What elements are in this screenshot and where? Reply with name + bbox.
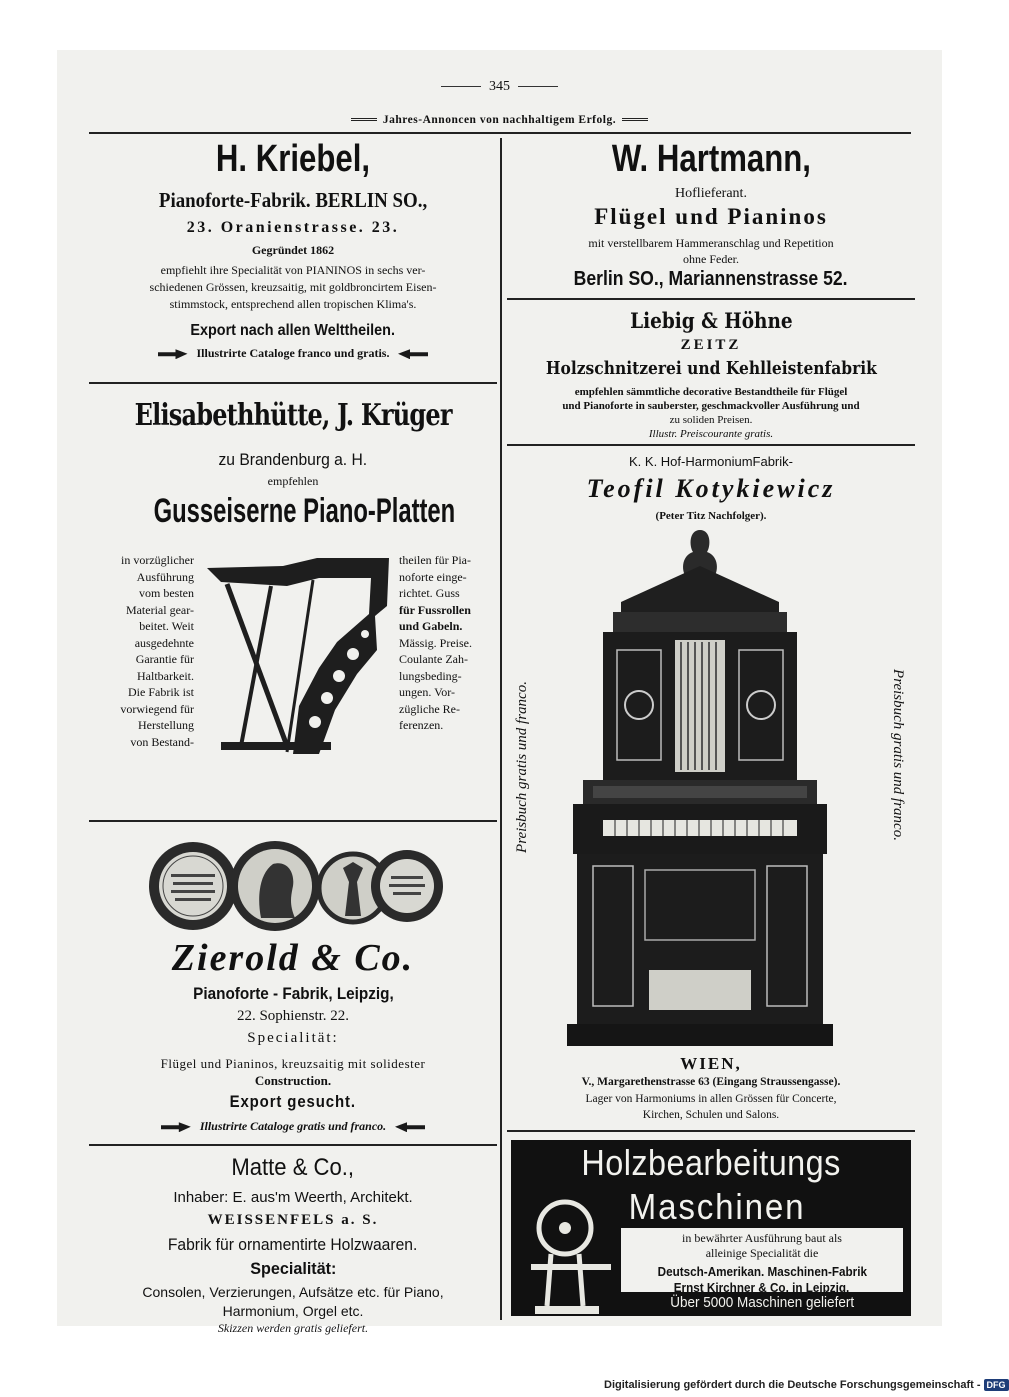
kriebel-text3: stimmstock, entsprechend allen tropischen Klima's.	[169, 297, 417, 311]
kotykiewicz-text2: Kirchen, Schulen und Salons.	[642, 1109, 780, 1121]
right-column	[507, 134, 915, 1324]
kirchner-title2: Maschinen	[628, 1186, 806, 1227]
matte-name: Matte & Co.,	[231, 1154, 355, 1181]
kriebel-founded: Gegründet 1862	[251, 243, 335, 257]
dfg-logo: DFG	[984, 1379, 1009, 1391]
liebig-city: ZEITZ	[680, 337, 742, 353]
rule	[507, 444, 915, 446]
ad-liebig	[507, 302, 915, 442]
pointing-hand-icon	[398, 349, 428, 359]
ad-krueger	[89, 386, 497, 818]
kotykiewicz-text1: Lager von Harmoniums in allen Grössen für Concerte,	[585, 1093, 837, 1105]
liebig-text2: und Pianoforte in sauberster, geschmackvoller Ausführung und	[562, 400, 860, 412]
medal-portrait-icon	[230, 841, 320, 931]
kriebel-name: H. Kriebel,	[215, 138, 371, 180]
hartmann-product: Flügel und Pianinos	[594, 204, 828, 229]
medals-illustration	[145, 838, 445, 934]
harmonium-illustration	[563, 530, 837, 1050]
bandsaw-machine-illustration	[521, 1198, 617, 1316]
krueger-location: zu Brandenburg a. H.	[218, 450, 368, 469]
matte-business: Fabrik für ornamentirte Holzwaaren.	[168, 1235, 418, 1254]
zierold-address: 22. Sophienstr. 22.	[236, 1008, 350, 1024]
kirchner-text2: alleinige Specialität die	[705, 1246, 819, 1260]
scanned-page	[57, 50, 942, 1335]
kotykiewicz-address: V., Margarethenstrasse 63 (Eingang Straussengasse).	[581, 1076, 841, 1088]
zierold-text1: Flügel und Pianinos, kreuzsaitig mit solidester	[160, 1056, 426, 1071]
zierold-specialitaet: Specialität:	[247, 1030, 339, 1046]
rule	[89, 382, 497, 384]
hartmann-name: W. Hartmann,	[611, 138, 811, 180]
matte-city: WEISSENFELS a. S.	[207, 1212, 379, 1228]
kotykiewicz-side-left: Preisbuch gratis und franco.	[514, 681, 530, 853]
pointing-hand-icon	[161, 1122, 191, 1132]
krueger-right-text: theilen für Pia- noforte einge- richtet. Guss für Fussrollen und Gabeln. Mässig. Preise. Coulante Zah- lungsbeding- ungen. Vor- zügliche Re- ferenzen.	[399, 553, 472, 732]
pointing-hand-icon	[158, 349, 188, 359]
kotykiewicz-title: K. K. Hof-HarmoniumFabrik-	[629, 454, 793, 469]
krueger-empfehlen: empfehlen	[267, 474, 319, 488]
kotykiewicz-city: WIEN,	[680, 1054, 742, 1073]
zierold-line1: Pianoforte - Fabrik, Leipzig,	[192, 984, 394, 1003]
ad-kirchner	[511, 1140, 911, 1316]
matte-text2: Harmonium, Orgel etc.	[222, 1303, 364, 1319]
zierold-export: Export gesucht.	[229, 1092, 357, 1111]
hartmann-text1: mit verstellbarem Hammeranschlag und Repetition	[588, 236, 834, 250]
kriebel-text2: schiedenen Grössen, kreuzsaitig, mit goldbroncirtem Eisen-	[149, 280, 437, 294]
matte-text1: Consolen, Verzierungen, Aufsätze etc. für Piano,	[142, 1284, 444, 1300]
kotykiewicz-name: Teofil Kotykiewicz	[586, 474, 836, 503]
matte-text3: Skizzen werden gratis geliefert.	[217, 1321, 369, 1335]
kirchner-textbox	[621, 1228, 903, 1295]
hartmann-text2: ohne Feder.	[683, 252, 739, 266]
kirchner-title1: Holzbearbeitungs	[581, 1142, 841, 1183]
page-number: 345	[57, 79, 942, 95]
ad-zierold	[89, 824, 497, 1142]
column-divider	[500, 138, 502, 1320]
kotykiewicz-successor: (Peter Titz Nachfolger).	[655, 510, 767, 522]
left-column	[89, 134, 497, 1335]
ad-hartmann	[507, 134, 915, 296]
liebig-business: Holzschnitzerei und Kehlleistenfabrik	[545, 358, 877, 379]
rule	[507, 1130, 915, 1132]
rule	[89, 820, 497, 822]
zierold-text2: Construction.	[254, 1073, 332, 1088]
krueger-name: Elisabethhütte, J. Krüger	[134, 398, 452, 433]
pointing-hand-icon	[395, 1122, 425, 1132]
kriebel-export: Export nach allen Welttheilen.	[190, 322, 396, 339]
ad-kotykiewicz	[507, 448, 915, 1138]
ad-matte	[89, 1148, 497, 1335]
kriebel-catalog: Illustrirte Cataloge franco und gratis.	[89, 346, 497, 361]
hartmann-title: Hoflieferant.	[675, 186, 747, 201]
medal-icon	[149, 842, 237, 930]
liebig-text1: empfehlen sämmtliche decorative Bestandtheile für Flügel	[574, 386, 848, 398]
rule	[507, 298, 915, 300]
kirchner-text4: Ernst Kirchner & Co. in Leipzig.	[674, 1280, 850, 1295]
kirchner-text3: Deutsch-Amerikan. Maschinen-Fabrik	[657, 1264, 867, 1279]
rule	[89, 1144, 497, 1146]
kriebel-text1: empfiehlt ihre Specialität von PIANINOS in sechs ver-	[160, 263, 426, 277]
liebig-text4: Illustr. Preiscourante gratis.	[648, 428, 774, 440]
kirchner-bottom: Über 5000 Maschinen geliefert	[670, 1294, 854, 1311]
liebig-name: Liebig & Höhne	[629, 308, 793, 333]
matte-owner: Inhaber: E. aus'm Weerth, Architekt.	[173, 1189, 413, 1206]
krueger-product: Gusseiserne Piano-Platten	[153, 492, 456, 530]
running-title: Jahres-Annoncen von nachhaltigem Erfolg.	[57, 114, 942, 126]
kirchner-text1: in bewährter Ausführung baut als	[682, 1231, 842, 1245]
liebig-text3: zu soliden Preisen.	[669, 414, 753, 426]
piano-plate-illustration	[201, 556, 389, 754]
kotykiewicz-side-right: Preisbuch gratis und franco.	[890, 669, 906, 841]
zierold-catalog: Illustrirte Cataloge gratis und franco.	[89, 1119, 497, 1134]
medal-icon	[371, 850, 443, 922]
ad-kriebel	[89, 134, 497, 378]
matte-specialitaet: Specialität:	[249, 1259, 337, 1278]
kriebel-address: 23. Oranienstrasse. 23.	[186, 219, 400, 236]
krueger-left-text: in vorzüglicher Ausführung vom besten Material gear- beitet. Weit ausgedehnte Garantie für Haltbarkeit. Die Fabrik ist vorwiegend für Herstellung von Bestand-	[120, 553, 194, 749]
kriebel-line1: Pianoforte-Fabrik. BERLIN SO.,	[158, 188, 428, 212]
digitization-footer: Digitalisierung gefördert durch die Deutsche Forschungsgemeinschaft - DFG	[604, 1379, 1009, 1391]
zierold-name: Zierold & Co.	[171, 937, 415, 979]
hartmann-address: Berlin SO., Mariannenstrasse 52.	[574, 268, 848, 290]
